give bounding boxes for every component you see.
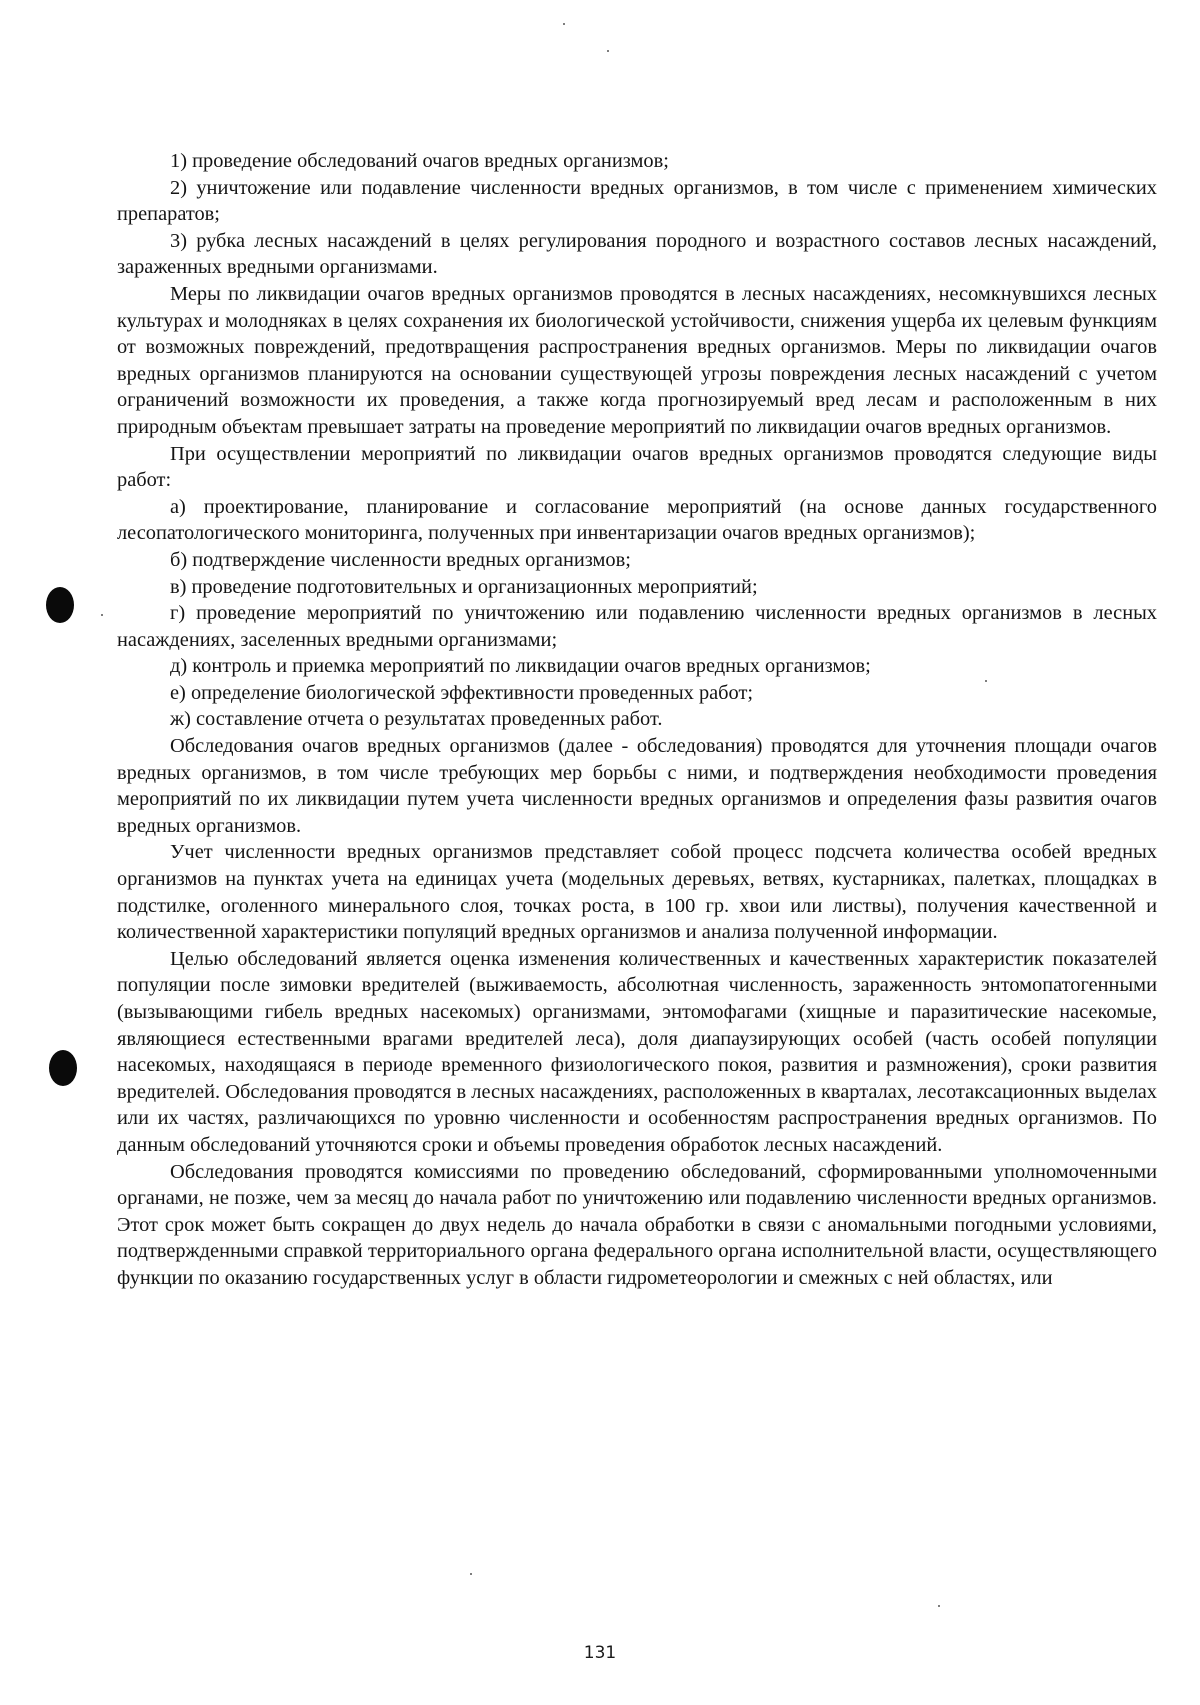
- list-item: г) проведение мероприятий по уничтожению или подавлению численности вредных организмов в лесных насаждениях, заселенных вредными организмами;: [117, 602, 1157, 651]
- scan-speck: [607, 50, 609, 52]
- paragraph: Обследования проводятся комиссиями по проведению обследований, сформированными уполномоченными органами, не позже, чем за месяц до начала работ по уничтожению или подавлению численности вредных организмов. Этот срок может быть сокращен до двух недель до начала обработки в связи с аномальными погодными условиями, подтвержденными справкой территориального органа федерального органа исполнительной власти, осуществляющего функции по оказанию государственных услуг в области гидрометеорологии и смежных с ней областях, или: [117, 1160, 1157, 1289]
- scan-speck: [563, 23, 565, 25]
- punch-hole-mark: [46, 587, 74, 623]
- paragraph: Целью обследований является оценка изменения количественных и качественных характеристик показателей популяции после зимовки вредителей (выживаемость, абсолютная численность, зараженность энтомопатогенными (вызывающими гибель вредных насекомых) организмами, энтомофагами (хищные и паразитические насекомые, являющиеся естественными врагами вредителей леса), доля диапаузирующих особей (часть особей популяции насекомых, находящаяся в периоде временного физиологического покоя, развития и размножения), сроки развития вредителей. Обследования проводятся в лесных насаждениях, расположенных в кварталах, лесотаксационных выделах или их частях, различающихся по уровню численности и особенностям распространения вредных организмов. По данным обследований уточняются сроки и объемы проведения обработок лесных насаждений.: [117, 947, 1157, 1156]
- paragraph: Меры по ликвидации очагов вредных организмов проводятся в лесных насаждениях, несомкнувшихся лесных культурах и молодняках в целях сохранения их биологической устойчивости, снижения ущерба их целевым функциям от возможных повреждений, предотвращения распространения вредных организмов. Меры по ликвидации очагов вредных организмов планируются на основании существующей угрозы повреждения лесных насаждений с учетом ограничений возможности их проведения, а также когда прогнозируемый вред лесам и расположенным в них природным объектам превышает затраты на проведение мероприятий по ликвидации очагов вредных организмов.: [117, 282, 1157, 438]
- list-item: д) контроль и приемка мероприятий по ликвидации очагов вредных организмов;: [170, 655, 871, 678]
- list-item: е) определение биологической эффективности проведенных работ;: [170, 681, 754, 704]
- list-item: 3) рубка лесных насаждений в целях регулирования породного и возрастного составов лесных насаждений, зараженных вредными организмами.: [117, 229, 1157, 279]
- list-item: 1) проведение обследований очагов вредных организмов;: [170, 150, 669, 172]
- scan-speck: [101, 614, 103, 616]
- document-body: [117, 148, 1157, 1292]
- list-item: б) подтверждение численности вредных организмов;: [170, 548, 631, 571]
- paragraph: При осуществлении мероприятий по ликвидации очагов вредных организмов проводятся следующие виды работ:: [117, 442, 1157, 492]
- scan-speck: [938, 1605, 940, 1607]
- paragraph: Обследования очагов вредных организмов (далее - обследования) проводятся для уточнения площади очагов вредных организмов, в том числе требующих мер борьбы с ними, и подтверждения необходимости проведения мероприятий по их ликвидации путем учета численности вредных организмов и определения фазы развития очагов вредных организмов.: [117, 735, 1157, 837]
- list-item: ж) составление отчета о результатах проведенных работ.: [170, 708, 663, 731]
- punch-hole-mark: [49, 1050, 77, 1086]
- page-number: 131: [583, 1643, 617, 1663]
- paragraph: Учет численности вредных организмов представляет собой процесс подсчета количества особей вредных организмов на пунктах учета на единицах учета (модельных деревьях, ветвях, кустарниках, палетках, площадках в подстилке, оголенного минерального слоя, точках роста, в 100 гр. хвои или листвы), получения качественной и количественной характеристики популяций вредных организмов и анализа полученной информации.: [117, 841, 1157, 944]
- list-item: а) проектирование, планирование и согласование мероприятий (на основе данных государственного лесопатологического мониторинга, полученных при инвентаризации очагов вредных организмов);: [117, 495, 1157, 545]
- list-item: 2) уничтожение или подавление численности вредных организмов, в том числе с применением химических препаратов;: [117, 176, 1157, 226]
- scan-speck: [470, 1573, 472, 1575]
- list-item: в) проведение подготовительных и организационных мероприятий;: [170, 575, 758, 598]
